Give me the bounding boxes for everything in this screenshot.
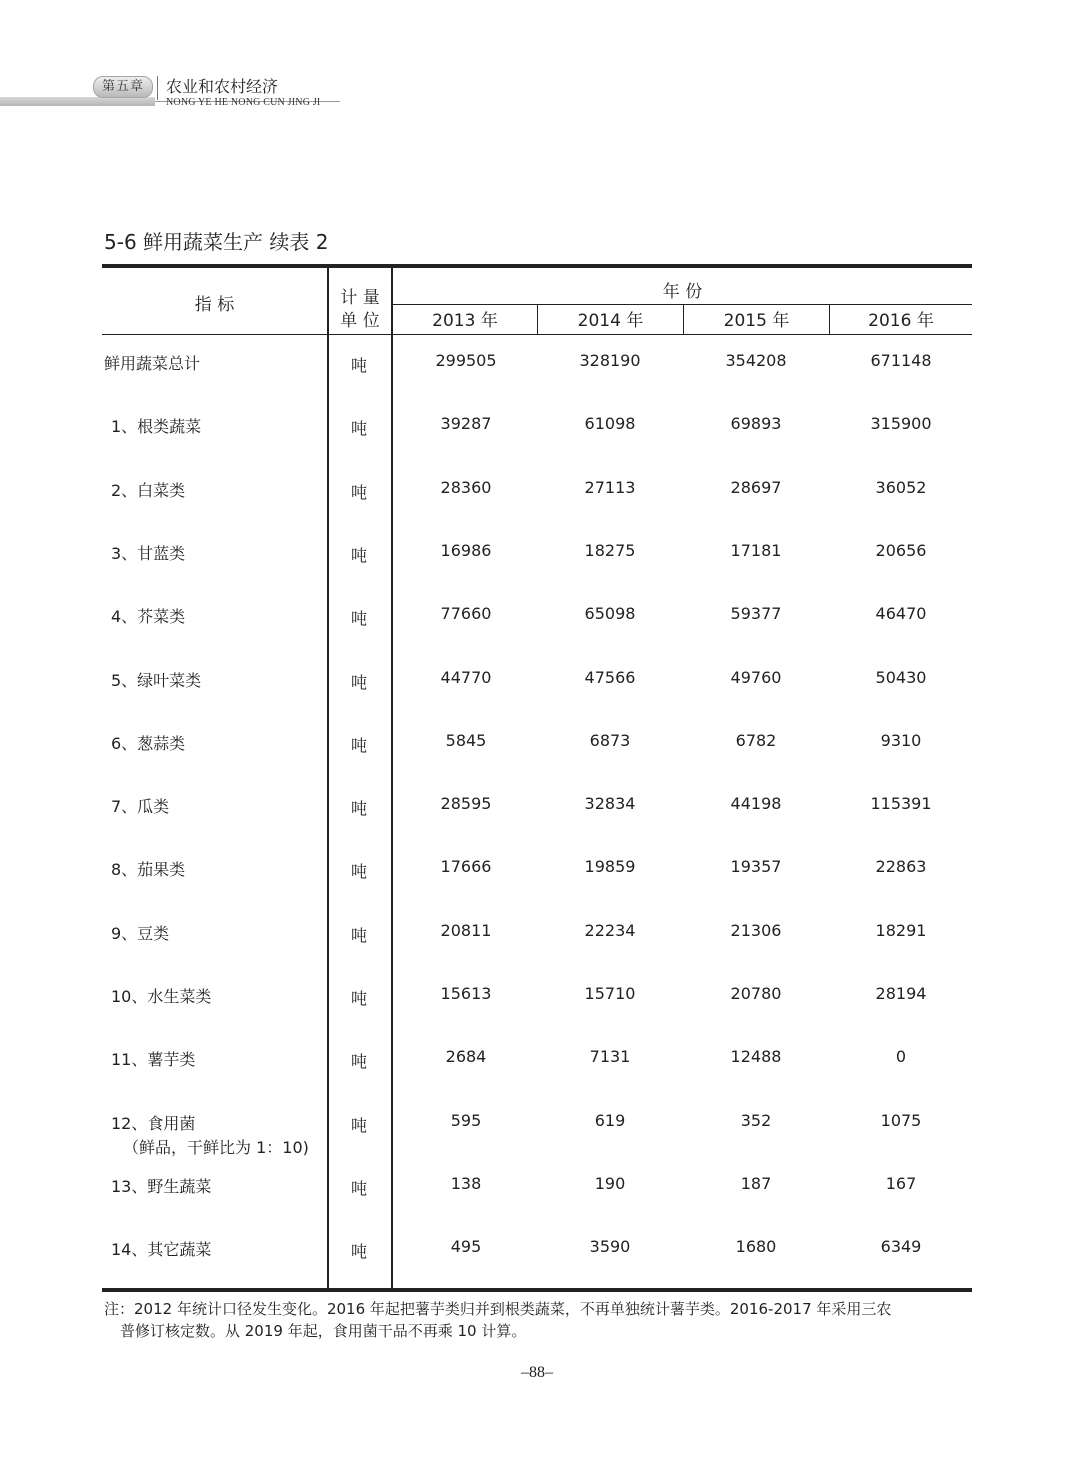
col-header-year-2013: 2013 年 bbox=[432, 311, 498, 331]
row-indicator: 2、白菜类 bbox=[111, 481, 186, 500]
row-value-2013: 15613 bbox=[440, 984, 492, 1003]
row-indicator: 9、豆类 bbox=[111, 924, 170, 943]
row-value-2015: 6782 bbox=[735, 731, 777, 750]
row-value-2013: 20811 bbox=[440, 921, 492, 940]
row-indicator: 14、其它蔬菜 bbox=[111, 1240, 212, 1259]
row-indicator: 12、食用菌 bbox=[111, 1114, 196, 1133]
row-value-2015: 12488 bbox=[730, 1047, 782, 1066]
row-value-2013: 299505 bbox=[435, 351, 497, 370]
table-footnote bbox=[104, 1298, 984, 1342]
row-value-2015: 17181 bbox=[730, 541, 782, 560]
row-unit: 吨 bbox=[350, 1179, 367, 1198]
bottom-rule bbox=[102, 1288, 972, 1292]
row-value-2015: 49760 bbox=[730, 668, 782, 687]
row-value-2014: 47566 bbox=[584, 668, 636, 687]
row-value-2013: 138 bbox=[450, 1174, 482, 1193]
row-value-2014: 22234 bbox=[584, 921, 636, 940]
row-value-2015: 20780 bbox=[730, 984, 782, 1003]
row-indicator: 10、水生菜类 bbox=[111, 987, 212, 1006]
row-value-2016: 28194 bbox=[875, 984, 927, 1003]
row-value-2014: 328190 bbox=[579, 351, 641, 370]
chapter-title: 农业和农村经济 bbox=[166, 77, 279, 96]
row-unit: 吨 bbox=[350, 989, 367, 1008]
row-indicator: 1、根类蔬菜 bbox=[111, 417, 202, 436]
row-value-2014: 6873 bbox=[589, 731, 631, 750]
col-header-indicator: 指 标 bbox=[194, 295, 235, 315]
row-unit: 吨 bbox=[350, 609, 367, 628]
row-value-2014: 619 bbox=[594, 1111, 626, 1130]
row-indicator: 4、芥菜类 bbox=[111, 607, 186, 626]
row-value-2016: 46470 bbox=[875, 604, 927, 623]
row-value-2014: 61098 bbox=[584, 414, 636, 433]
table-title: 5-6 鲜用蔬菜生产 续表 2 bbox=[104, 230, 329, 254]
row-value-2015: 44198 bbox=[730, 794, 782, 813]
row-value-2015: 352 bbox=[740, 1111, 772, 1130]
row-indicator: 6、葱蒜类 bbox=[111, 734, 186, 753]
row-value-2013: 28360 bbox=[440, 478, 492, 497]
footnote-line-1: 注：2012 年统计口径发生变化。2016 年起把薯芋类归并到根类蔬菜，不再单独统计薯芋类。2016-2017 年采用三农 bbox=[104, 1300, 892, 1318]
chapter-separator bbox=[157, 76, 158, 100]
col-header-year-2015: 2015 年 bbox=[723, 311, 790, 331]
row-indicator: 13、野生蔬菜 bbox=[111, 1177, 212, 1196]
row-value-2014: 18275 bbox=[584, 541, 636, 560]
row-value-2014: 27113 bbox=[584, 478, 636, 497]
row-value-2015: 59377 bbox=[730, 604, 782, 623]
row-value-2016: 315900 bbox=[870, 414, 932, 433]
row-unit: 吨 bbox=[350, 483, 367, 502]
row-value-2014: 15710 bbox=[584, 984, 636, 1003]
row-unit: 吨 bbox=[350, 419, 367, 438]
row-value-2016: 9310 bbox=[880, 731, 922, 750]
col-header-unit-line2: 单 位 bbox=[340, 311, 380, 331]
row-value-2013: 77660 bbox=[440, 604, 492, 623]
footnote-line-2: 普修订核定数。从 2019 年起，食用菌干品不再乘 10 计算。 bbox=[120, 1322, 527, 1340]
row-value-2016: 167 bbox=[885, 1174, 917, 1193]
row-indicator: 5、绿叶菜类 bbox=[111, 671, 202, 690]
row-value-2016: 115391 bbox=[870, 794, 932, 813]
top-rule bbox=[102, 264, 972, 268]
row-indicator: 7、瓜类 bbox=[111, 797, 170, 816]
row-value-2014: 19859 bbox=[584, 857, 636, 876]
row-value-2014: 65098 bbox=[584, 604, 636, 623]
row-value-2015: 187 bbox=[740, 1174, 772, 1193]
row-value-2013: 39287 bbox=[440, 414, 492, 433]
row-value-2016: 0 bbox=[895, 1047, 907, 1066]
row-value-2015: 21306 bbox=[730, 921, 782, 940]
row-value-2016: 671148 bbox=[870, 351, 932, 370]
row-value-2013: 495 bbox=[450, 1237, 482, 1256]
row-indicator: 鲜用蔬菜总计 bbox=[104, 354, 201, 373]
row-value-2015: 1680 bbox=[735, 1237, 777, 1256]
row-unit: 吨 bbox=[350, 736, 367, 755]
row-value-2016: 22863 bbox=[875, 857, 927, 876]
row-value-2016: 6349 bbox=[880, 1237, 922, 1256]
chapter-badge: 第五章 bbox=[93, 76, 153, 98]
row-value-2013: 595 bbox=[450, 1111, 482, 1130]
chapter-pinyin: NONG YE HE NONG CUN JING JI bbox=[166, 97, 321, 108]
row-value-2015: 354208 bbox=[725, 351, 787, 370]
row-unit: 吨 bbox=[350, 1116, 367, 1135]
row-value-2016: 20656 bbox=[875, 541, 927, 560]
row-unit: 吨 bbox=[350, 926, 367, 945]
row-unit: 吨 bbox=[350, 862, 367, 881]
row-unit: 吨 bbox=[350, 356, 367, 375]
header-bar bbox=[0, 97, 155, 106]
page-number: –88– bbox=[521, 1364, 553, 1381]
row-value-2016: 50430 bbox=[875, 668, 927, 687]
col-header-year-2014: 2014 年 bbox=[577, 311, 644, 331]
row-value-2013: 5845 bbox=[445, 731, 487, 750]
row-value-2014: 7131 bbox=[589, 1047, 631, 1066]
row-value-2013: 16986 bbox=[440, 541, 492, 560]
row-value-2015: 19357 bbox=[730, 857, 782, 876]
header-bottom-rule bbox=[102, 334, 972, 335]
year-group-rule bbox=[392, 304, 972, 305]
row-value-2013: 44770 bbox=[440, 668, 492, 687]
row-indicator: 3、甘蓝类 bbox=[111, 544, 186, 563]
row-value-2015: 69893 bbox=[730, 414, 782, 433]
row-value-2016: 36052 bbox=[875, 478, 927, 497]
row-unit: 吨 bbox=[350, 799, 367, 818]
unit-divider bbox=[391, 268, 393, 1288]
row-unit: 吨 bbox=[350, 546, 367, 565]
col-header-year-2016: 2016 年 bbox=[868, 311, 934, 331]
row-value-2013: 2684 bbox=[445, 1047, 487, 1066]
row-value-2016: 1075 bbox=[880, 1111, 922, 1130]
row-value-2015: 28697 bbox=[730, 478, 782, 497]
row-value-2014: 3590 bbox=[589, 1237, 631, 1256]
row-unit: 吨 bbox=[350, 1052, 367, 1071]
row-value-2014: 190 bbox=[594, 1174, 626, 1193]
row-indicator: 8、茄果类 bbox=[111, 860, 186, 879]
row-value-2014: 32834 bbox=[584, 794, 636, 813]
row-unit: 吨 bbox=[350, 673, 367, 692]
col-header-unit-line1: 计 量 bbox=[340, 288, 380, 308]
row-unit: 吨 bbox=[350, 1242, 367, 1261]
row-indicator: 11、薯芋类 bbox=[111, 1050, 196, 1069]
row-value-2013: 17666 bbox=[440, 857, 492, 876]
row-indicator-note: （鲜品，干鲜比为 1：10) bbox=[123, 1138, 309, 1157]
row-value-2013: 28595 bbox=[440, 794, 492, 813]
col-header-years-group: 年 份 bbox=[662, 282, 703, 302]
row-value-2016: 18291 bbox=[875, 921, 927, 940]
